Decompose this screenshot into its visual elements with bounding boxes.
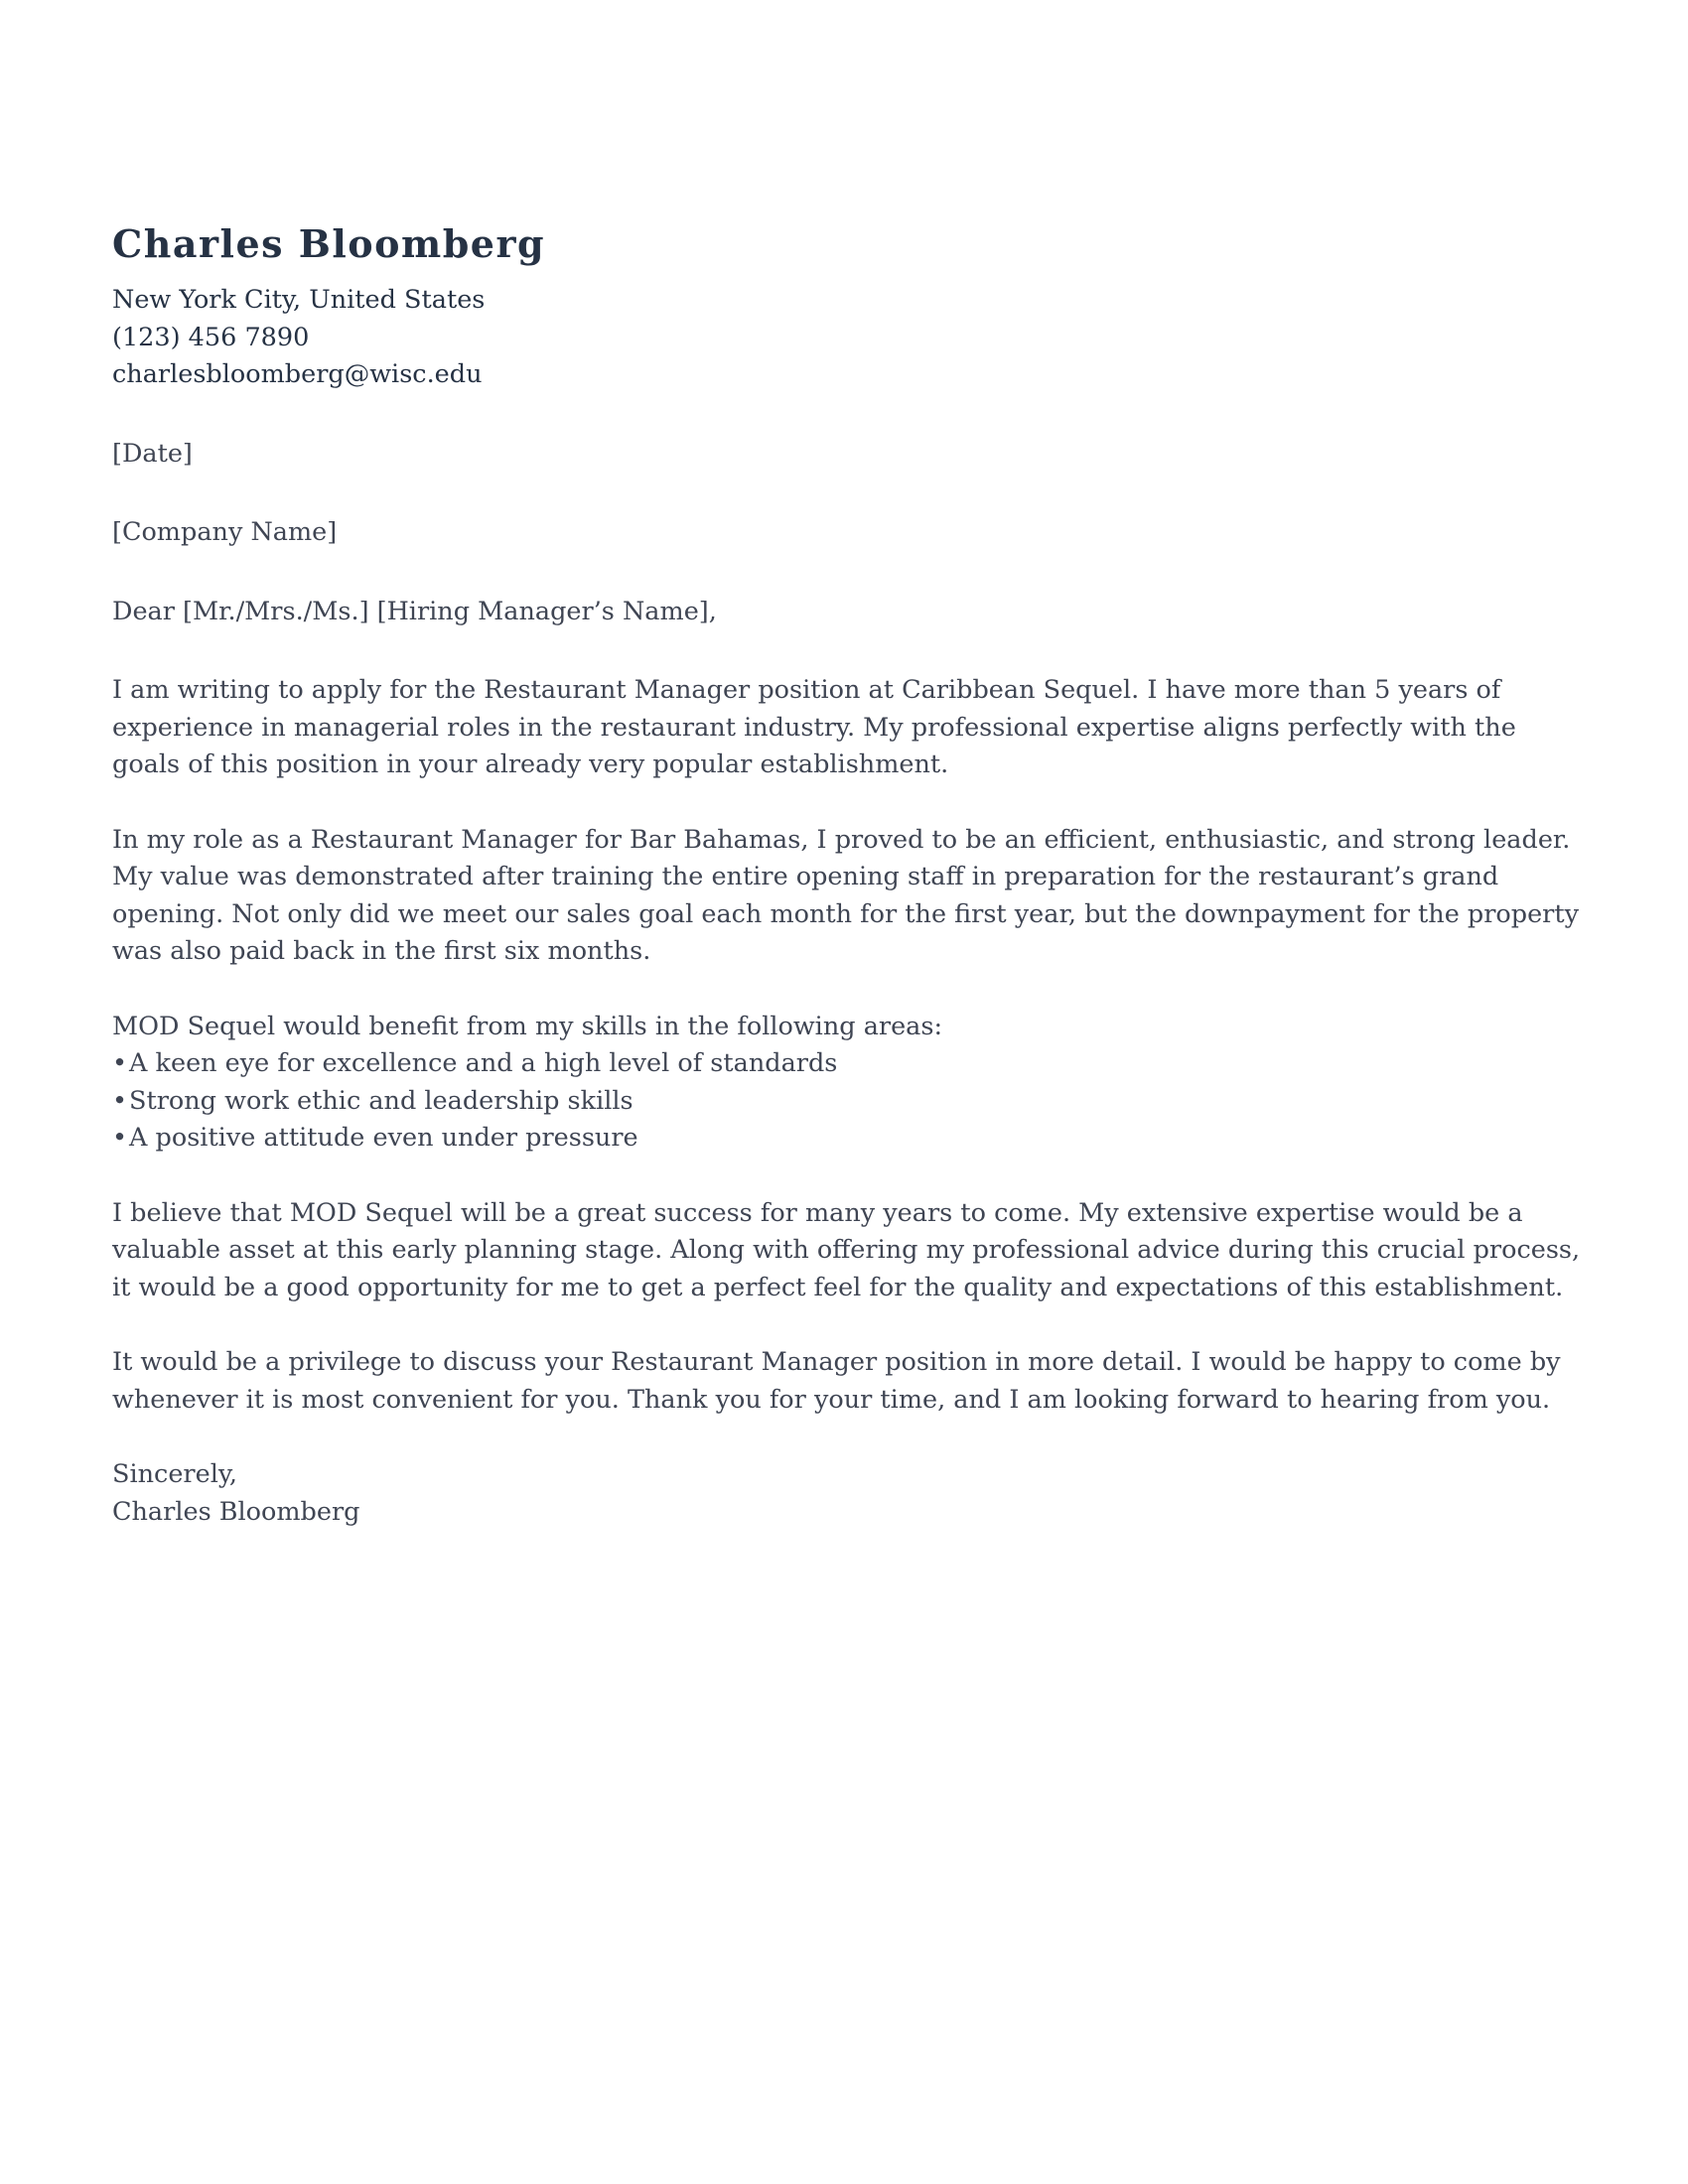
salutation: Dear [Mr./Mrs./Ms.] [Hiring Manager’s Name], xyxy=(112,596,717,626)
skills-list-item xyxy=(112,1120,1582,1158)
skill-text: Strong work ethic and leadership skills xyxy=(129,1085,633,1116)
body-paragraph-1: I am writing to apply for the Restaurant Manager position at Caribbean Sequel. I have more than 5 years of experience in managerial roles in the restaurant industry. My professional expertise aligns perfectly with the goals of this position in your already very popular establishment. xyxy=(112,675,1516,779)
closing-paragraph-2: It would be a privilege to discuss your Restaurant Manager position in more detail. I would be happy to come by whenever it is most convenient for you. Thank you for your time, and I am looking forward to hearing from you. xyxy=(112,1347,1561,1415)
skill-text: A keen eye for excellence and a high level of standards xyxy=(129,1048,838,1078)
company-placeholder: [Company Name] xyxy=(112,517,338,547)
spacer xyxy=(112,630,1582,672)
signature-name: Charles Bloomberg xyxy=(112,1496,360,1527)
applicant-name: Charles Bloomberg xyxy=(112,221,546,266)
signoff: Sincerely, xyxy=(112,1459,237,1489)
contact-block xyxy=(112,282,1582,394)
spacer xyxy=(112,394,1582,436)
skills-list-item xyxy=(112,1045,1582,1083)
spacer xyxy=(112,1158,1582,1195)
skills-list-item xyxy=(112,1083,1582,1121)
skills-intro: MOD Sequel would benefit from my skills in the following areas: xyxy=(112,1011,943,1041)
date-placeholder: [Date] xyxy=(112,438,193,469)
spacer xyxy=(112,473,1582,514)
skill-text: A positive attitude even under pressure xyxy=(129,1123,638,1153)
spacer xyxy=(112,1306,1582,1344)
bullet-icon: • xyxy=(112,1085,128,1116)
skills-list xyxy=(112,1045,1582,1158)
cover-letter xyxy=(112,216,1582,1531)
spacer xyxy=(112,971,1582,1009)
email-text: charlesbloomberg@wisc.edu xyxy=(112,359,483,389)
bullet-icon: • xyxy=(112,1048,128,1078)
bullet-icon: • xyxy=(112,1123,128,1153)
closing-paragraph-1: I believe that MOD Sequel will be a great success for many years to come. My extensive expertise would be a valuable asset at this early planning stage. Along with offering my professional advice during this crucial process, it would be a good opportunity for me to get a perfect feel for the quality and expectations of this establishment. xyxy=(112,1197,1581,1302)
body-paragraph-2: In my role as a Restaurant Manager for Bar Bahamas, I proved to be an efficient, enthusiastic, and strong leader. My value was demonstrated after training the entire opening staff in preparation for the restaurant’s grand opening. Not only did we meet our sales goal each month for the first year, but the downpayment for the property was also paid back in the first six months. xyxy=(112,824,1580,966)
location-text: New York City, United States xyxy=(112,285,486,315)
spacer xyxy=(112,1419,1582,1456)
spacer xyxy=(112,784,1582,822)
spacer xyxy=(112,552,1582,594)
phone-text: (123) 456 7890 xyxy=(112,322,310,352)
